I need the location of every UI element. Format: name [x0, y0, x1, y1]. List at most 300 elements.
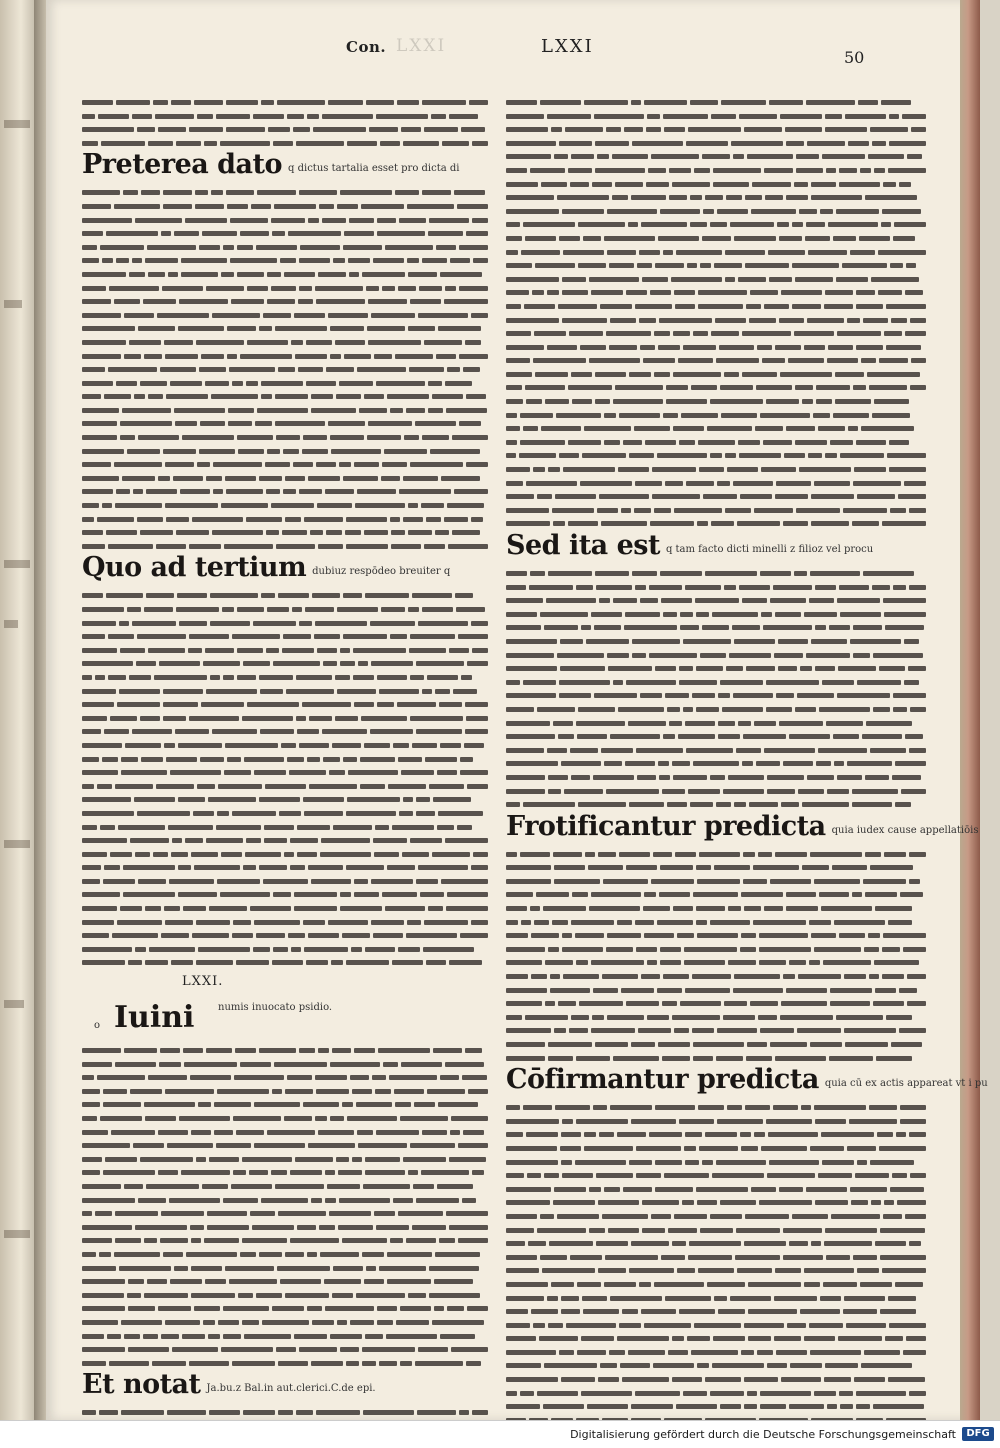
word-glyph [720, 1200, 756, 1205]
word-glyph [725, 250, 765, 255]
word-glyph [637, 775, 656, 780]
word-glyph [191, 1293, 235, 1298]
word-glyph [201, 354, 224, 359]
word-glyph [624, 127, 643, 132]
word-glyph [635, 920, 654, 925]
word-glyph [730, 222, 774, 227]
word-glyph [273, 141, 293, 146]
word-glyph [881, 100, 911, 105]
text-line [82, 400, 494, 414]
word-glyph [401, 1062, 442, 1067]
word-glyph [564, 789, 603, 794]
text-line [82, 749, 494, 763]
word-glyph [766, 1119, 812, 1124]
text-line [82, 1067, 494, 1081]
word-glyph [506, 974, 528, 979]
word-glyph [578, 707, 615, 712]
word-glyph [406, 933, 457, 938]
word-glyph [688, 789, 720, 794]
word-glyph [814, 879, 860, 884]
word-glyph [769, 277, 792, 282]
word-glyph [137, 634, 186, 639]
word-glyph [238, 1293, 253, 1298]
word-glyph [571, 154, 594, 159]
word-glyph [245, 852, 281, 857]
word-glyph [282, 530, 307, 535]
word-glyph [842, 263, 887, 268]
word-glyph [82, 1306, 125, 1311]
word-glyph [82, 340, 126, 345]
word-glyph [315, 621, 367, 626]
word-glyph [170, 770, 221, 775]
word-glyph [716, 1160, 766, 1165]
word-glyph [789, 734, 830, 739]
word-glyph [621, 508, 631, 513]
word-glyph [227, 354, 237, 359]
word-glyph [82, 517, 94, 522]
word-glyph [880, 1309, 916, 1314]
initial-caption: numis inuocato psidio. [218, 1002, 333, 1014]
text-line [82, 264, 494, 278]
word-glyph [132, 729, 172, 734]
word-glyph [760, 413, 810, 418]
word-glyph [222, 607, 234, 612]
word-glyph [182, 435, 234, 440]
word-glyph [852, 789, 898, 794]
word-glyph [440, 1075, 459, 1080]
word-glyph [347, 141, 377, 146]
word-glyph [218, 784, 262, 789]
word-glyph [697, 1363, 709, 1368]
word-glyph [693, 331, 708, 336]
word-glyph [389, 1075, 437, 1080]
word-glyph [895, 761, 926, 766]
word-glyph [204, 1238, 239, 1243]
word-glyph [376, 114, 428, 119]
word-glyph [769, 100, 803, 105]
word-glyph [82, 462, 111, 467]
word-glyph [736, 1228, 780, 1233]
word-glyph [807, 775, 834, 780]
word-glyph [795, 707, 816, 712]
word-glyph [231, 299, 264, 304]
word-glyph [328, 100, 363, 105]
word-glyph [432, 394, 463, 399]
word-glyph [158, 127, 186, 132]
word-glyph [631, 1241, 669, 1246]
word-glyph [232, 634, 280, 639]
word-glyph [847, 761, 892, 766]
word-glyph [869, 385, 907, 390]
word-glyph [424, 127, 458, 132]
text-line [82, 1285, 494, 1299]
word-glyph [572, 399, 592, 404]
word-glyph [525, 385, 565, 390]
word-glyph [506, 494, 534, 499]
word-glyph [115, 503, 162, 508]
word-glyph [610, 1296, 662, 1301]
word-glyph [267, 1130, 315, 1135]
text-block [82, 92, 494, 146]
word-glyph [371, 313, 415, 318]
word-glyph [720, 1404, 741, 1409]
text-line [82, 1135, 494, 1149]
word-glyph [607, 250, 636, 255]
word-glyph [905, 331, 926, 336]
word-glyph [242, 1238, 287, 1243]
word-glyph [678, 358, 713, 363]
word-glyph [893, 707, 907, 712]
text-line [506, 685, 932, 699]
word-glyph [181, 272, 218, 277]
word-glyph [861, 426, 914, 431]
word-glyph [261, 593, 275, 598]
word-glyph [691, 385, 717, 390]
word-glyph [275, 394, 308, 399]
word-glyph [246, 838, 261, 843]
word-glyph [298, 367, 323, 372]
word-glyph [717, 209, 748, 214]
word-glyph [833, 413, 869, 418]
word-glyph [660, 960, 681, 965]
text-line [506, 1288, 932, 1302]
text-line [506, 1274, 932, 1288]
word-glyph [307, 1252, 317, 1257]
word-glyph [743, 852, 755, 857]
word-glyph [695, 598, 739, 603]
word-glyph [848, 141, 869, 146]
word-glyph [197, 784, 215, 789]
word-glyph [203, 661, 240, 666]
word-glyph [545, 960, 573, 965]
word-glyph [725, 453, 736, 458]
word-glyph [460, 933, 488, 938]
word-glyph [178, 797, 205, 802]
word-glyph [221, 1347, 273, 1352]
word-glyph [419, 286, 442, 291]
word-glyph [191, 1238, 201, 1243]
word-glyph [244, 1334, 291, 1339]
word-glyph [465, 702, 488, 707]
word-glyph [358, 661, 368, 666]
word-glyph [191, 1266, 222, 1271]
word-glyph [237, 648, 263, 653]
word-glyph [272, 1306, 304, 1311]
word-glyph [285, 1089, 313, 1094]
word-glyph [557, 653, 604, 658]
word-glyph [393, 1198, 413, 1203]
word-glyph [336, 1157, 349, 1162]
word-glyph [207, 1211, 247, 1216]
word-glyph [397, 100, 419, 105]
word-glyph [796, 508, 840, 513]
text-line [506, 1233, 932, 1247]
word-glyph [640, 598, 658, 603]
word-glyph [82, 729, 101, 734]
word-glyph [360, 757, 395, 762]
word-glyph [738, 721, 751, 726]
word-glyph [885, 625, 924, 630]
text-line [506, 1020, 932, 1034]
word-glyph [823, 1282, 857, 1287]
text-line [506, 1165, 932, 1179]
word-glyph [109, 286, 159, 291]
text-line [82, 119, 494, 133]
word-glyph [243, 865, 256, 870]
word-glyph [636, 1173, 661, 1178]
word-glyph [779, 236, 802, 241]
word-glyph [547, 290, 559, 295]
word-glyph [148, 394, 163, 399]
word-glyph [779, 721, 823, 726]
word-glyph [82, 367, 105, 372]
word-glyph [889, 141, 926, 146]
word-glyph [593, 775, 634, 780]
text-line [82, 912, 494, 926]
word-glyph [410, 299, 441, 304]
word-glyph [909, 1132, 926, 1137]
text-line [82, 441, 494, 455]
word-glyph [698, 440, 735, 445]
word-glyph [328, 920, 368, 925]
word-glyph [744, 1377, 778, 1382]
word-glyph [304, 517, 343, 522]
word-glyph [253, 947, 270, 952]
word-glyph [119, 621, 129, 626]
word-glyph [450, 1130, 460, 1135]
word-glyph [905, 734, 923, 739]
word-glyph [472, 648, 488, 653]
word-glyph [506, 114, 544, 119]
word-glyph [364, 394, 384, 399]
word-glyph [407, 204, 454, 209]
word-glyph [767, 1363, 787, 1368]
word-glyph [531, 933, 559, 938]
word-glyph [594, 625, 621, 630]
word-glyph [160, 1048, 180, 1053]
word-glyph [645, 440, 676, 445]
word-glyph [212, 530, 263, 535]
word-glyph [766, 707, 792, 712]
word-glyph [310, 530, 323, 535]
word-glyph [313, 127, 366, 132]
word-glyph [872, 141, 886, 146]
word-glyph [404, 435, 419, 440]
word-glyph [809, 1323, 843, 1328]
word-glyph [506, 1146, 557, 1151]
word-glyph [879, 1146, 926, 1151]
word-glyph [271, 218, 305, 223]
word-glyph [318, 1048, 329, 1053]
word-glyph [459, 1410, 469, 1415]
word-glyph [777, 222, 789, 227]
word-glyph [733, 693, 773, 698]
word-glyph [295, 1157, 333, 1162]
word-glyph [613, 1056, 659, 1061]
word-glyph [905, 290, 923, 295]
word-glyph [707, 426, 752, 431]
word-glyph [744, 1241, 786, 1246]
word-glyph [82, 313, 121, 318]
word-glyph [685, 1132, 702, 1137]
heading-caption: q dictus tartalia esset pro dicta di [288, 163, 460, 175]
word-glyph [899, 1028, 926, 1033]
word-glyph [104, 394, 131, 399]
word-glyph [847, 1146, 876, 1151]
word-glyph [175, 421, 197, 426]
word-glyph [348, 770, 398, 775]
text-line [82, 278, 494, 292]
word-glyph [839, 1391, 853, 1396]
word-glyph [655, 263, 684, 268]
word-glyph [892, 1173, 907, 1178]
word-glyph [275, 326, 327, 331]
word-glyph [839, 168, 857, 173]
text-line [82, 305, 494, 319]
word-glyph [737, 1268, 772, 1273]
word-glyph [357, 1130, 373, 1135]
word-glyph [282, 648, 314, 653]
word-glyph [437, 825, 454, 830]
word-glyph [820, 209, 833, 214]
word-glyph [208, 1334, 220, 1339]
word-glyph [174, 231, 199, 236]
word-glyph [789, 1241, 808, 1246]
word-glyph [595, 399, 610, 404]
word-glyph [376, 1225, 409, 1230]
word-glyph [702, 625, 729, 630]
word-glyph [530, 571, 545, 576]
word-glyph [433, 797, 471, 802]
heading-title: Cōfirmantur predicta [506, 1064, 819, 1096]
word-glyph [169, 879, 214, 884]
word-glyph [465, 1048, 482, 1053]
word-glyph [580, 345, 606, 350]
word-glyph [82, 1361, 106, 1366]
word-glyph [202, 1184, 228, 1189]
word-glyph [337, 607, 378, 612]
word-glyph [506, 1296, 544, 1301]
word-glyph [330, 354, 341, 359]
word-glyph [722, 707, 763, 712]
word-glyph [519, 453, 556, 458]
word-glyph [203, 1320, 215, 1325]
word-glyph [584, 100, 628, 105]
text-line [506, 1124, 932, 1138]
word-glyph [164, 340, 193, 345]
word-glyph [128, 1279, 144, 1284]
word-glyph [506, 453, 516, 458]
word-glyph [408, 326, 435, 331]
word-glyph [636, 1146, 681, 1151]
word-glyph [815, 585, 836, 590]
word-glyph [676, 1404, 717, 1409]
word-glyph [716, 802, 731, 807]
word-glyph [337, 204, 358, 209]
word-glyph [751, 1187, 776, 1192]
word-glyph [886, 1015, 912, 1020]
word-glyph [774, 1336, 801, 1341]
word-glyph [111, 1130, 155, 1135]
word-glyph [189, 544, 221, 549]
word-glyph [712, 1173, 764, 1178]
word-glyph [685, 721, 715, 726]
word-glyph [550, 974, 560, 979]
word-glyph [784, 453, 805, 458]
word-glyph [781, 1001, 827, 1006]
word-glyph [624, 625, 677, 630]
word-glyph [637, 263, 652, 268]
word-glyph [291, 947, 301, 952]
word-glyph [852, 802, 892, 807]
word-glyph [122, 408, 171, 413]
word-glyph [439, 702, 462, 707]
word-glyph [741, 1146, 758, 1151]
word-glyph [374, 354, 392, 359]
word-glyph [296, 1410, 313, 1415]
word-glyph [724, 1001, 747, 1006]
word-glyph [292, 607, 302, 612]
word-glyph [804, 1282, 820, 1287]
word-glyph [865, 775, 889, 780]
word-glyph [826, 721, 863, 726]
text-line [506, 617, 932, 631]
word-glyph [759, 960, 786, 965]
word-glyph [236, 960, 269, 965]
word-glyph [869, 974, 879, 979]
word-glyph [651, 154, 699, 159]
text-line [506, 577, 932, 591]
word-glyph [824, 1241, 872, 1246]
word-glyph [646, 127, 661, 132]
text-line [506, 174, 932, 188]
word-glyph [628, 222, 638, 227]
word-glyph [400, 1306, 431, 1311]
word-glyph [82, 394, 101, 399]
word-glyph [271, 286, 296, 291]
word-glyph [576, 960, 588, 965]
word-glyph [506, 1323, 530, 1328]
word-glyph [135, 1225, 187, 1230]
word-glyph [145, 960, 168, 965]
word-glyph [626, 1001, 659, 1006]
word-glyph [97, 1075, 145, 1080]
word-glyph [635, 1391, 680, 1396]
word-glyph [250, 906, 291, 911]
word-glyph [424, 340, 462, 345]
word-glyph [523, 802, 575, 807]
word-glyph [672, 182, 710, 187]
word-glyph [153, 852, 168, 857]
word-glyph [792, 263, 839, 268]
word-glyph [829, 625, 850, 630]
word-glyph [786, 988, 827, 993]
word-glyph [806, 222, 825, 227]
word-glyph [597, 508, 618, 513]
word-glyph [165, 1320, 200, 1325]
word-glyph [680, 1001, 721, 1006]
text-line [82, 898, 494, 912]
word-glyph [561, 1160, 572, 1165]
word-glyph [376, 1130, 419, 1135]
text-line [506, 1328, 932, 1342]
word-glyph [679, 666, 693, 671]
word-glyph [82, 326, 135, 331]
word-glyph [226, 127, 265, 132]
word-glyph [725, 508, 751, 513]
word-glyph [320, 1252, 359, 1257]
word-glyph [82, 435, 117, 440]
